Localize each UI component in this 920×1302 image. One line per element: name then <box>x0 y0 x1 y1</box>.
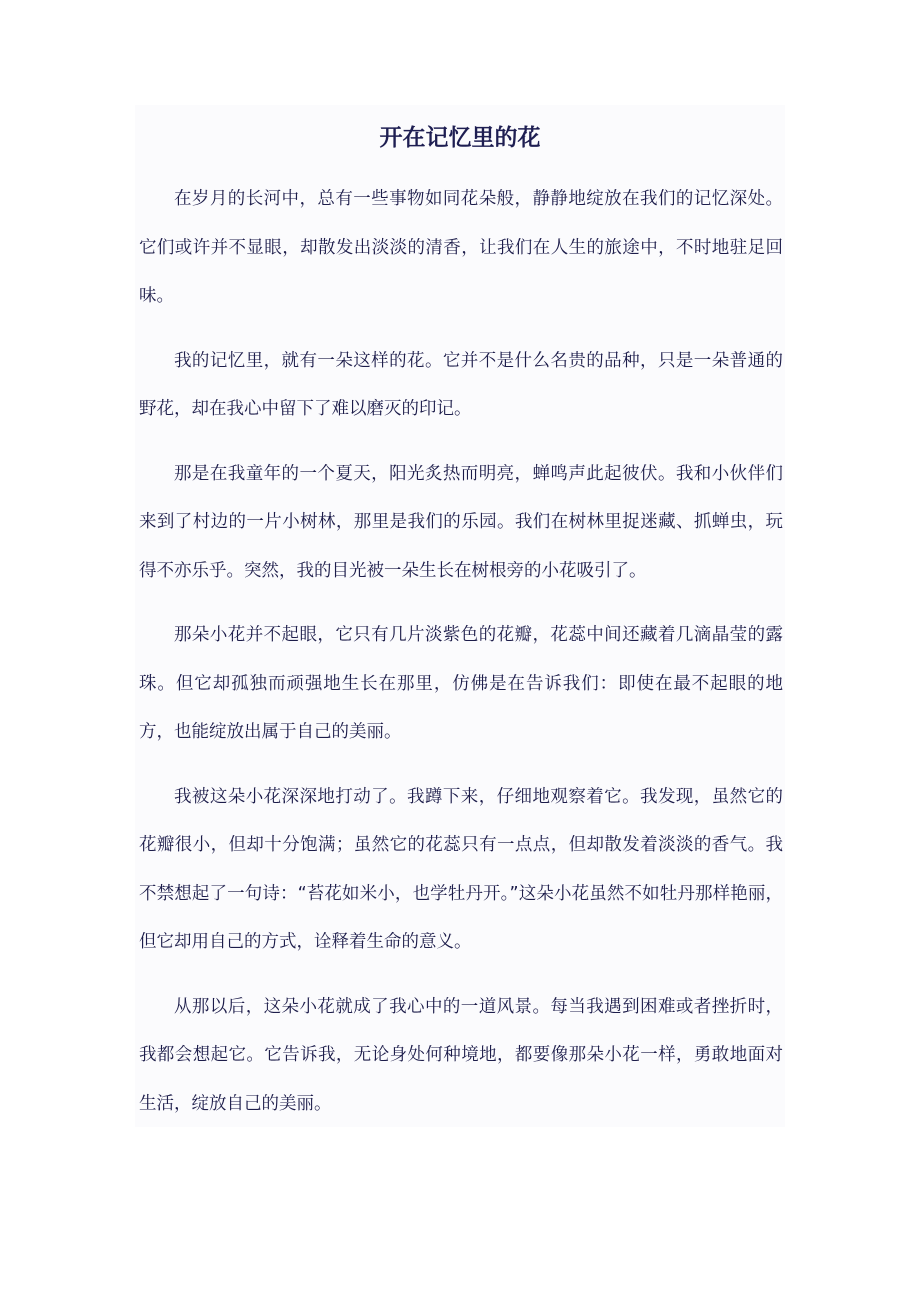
document-body <box>139 175 783 1144</box>
document-page <box>135 105 785 1127</box>
paragraph-4: 那朵小花并不起眼，它只有几片淡紫色的花瓣，花蕊中间还藏着几滴晶莹的露珠。但它却孤独而顽强地生长在那里，仿佛是在告诉我们：即使在最不起眼的地方，也能绽放出属于自己的美丽。 <box>139 625 783 742</box>
document-title: 开在记忆里的花 <box>379 125 541 151</box>
paragraph-6: 从那以后，这朵小花就成了我心中的一道风景。每当我遇到困难或者挫折时，我都会想起它。它告诉我，无论身处何种境地，都要像那朵小花一样，勇敢地面对生活，绽放自己的美丽。 <box>139 996 783 1114</box>
paragraph-3: 那是在我童年的一个夏天，阳光炙热而明亮，蝉鸣声此起彼伏。我和小伙伴们来到了村边的一片小树林，那里是我们的乐园。我们在树林里捉迷藏、抓蝉虫，玩得不亦乐乎。突然，我的目光被一朵生长在树根旁的小花吸引了。 <box>139 463 783 581</box>
paragraph-2: 我的记忆里，就有一朵这样的花。它并不是什么名贵的品种，只是一朵普通的野花，却在我心中留下了难以磨灭的印记。 <box>139 350 783 419</box>
paragraph-1: 在岁月的长河中，总有一些事物如同花朵般，静静地绽放在我们的记忆深处。它们或许并不显眼，却散发出淡淡的清香，让我们在人生的旅途中，不时地驻足回味。 <box>139 189 783 306</box>
paragraph-5: 我被这朵小花深深地打动了。我蹲下来，仔细地观察着它。我发现，虽然它的花瓣很小，但却十分饱满；虽然它的花蕊只有一点点，但却散发着淡淡的香气。我不禁想起了一句诗：“苔花如米小，也学牡丹开。”这朵小花虽然不如牡丹那样艳丽，但它却用自己的方式，诠释着生命的意义。 <box>139 786 783 952</box>
